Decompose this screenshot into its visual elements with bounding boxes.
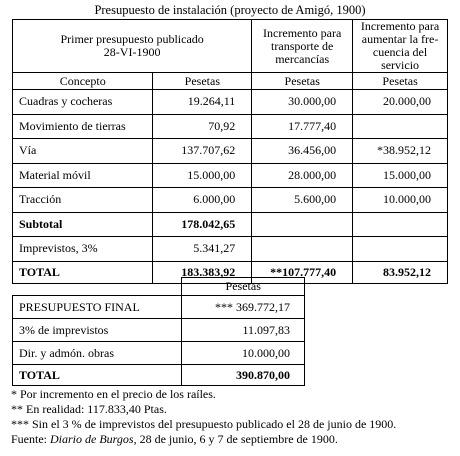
cell-value <box>353 212 448 237</box>
table-row <box>13 342 305 365</box>
cell-concepto: 3% de imprevistos <box>13 319 182 342</box>
header-line: mercancías <box>275 51 330 66</box>
cell-value <box>353 114 448 139</box>
cell-value: 137.707,62 <box>153 139 252 164</box>
header-frequency-increment <box>353 20 448 73</box>
cell-value: 15.000,00 <box>153 163 252 188</box>
cell-value: 5.341,27 <box>153 237 252 262</box>
cell-concepto: PRESUPUESTO FINAL <box>13 296 182 319</box>
cell-concepto: TOTAL <box>13 261 153 283</box>
cell-value: 19.264,11 <box>153 90 252 115</box>
header-row <box>13 20 448 73</box>
cell-value: 10.000,00 <box>182 342 305 365</box>
table-row <box>13 296 305 319</box>
cell-value: 10.000,00 <box>353 188 448 213</box>
cell-value: 183.383,92 <box>153 261 252 283</box>
subheader-pesetas: Pesetas <box>153 73 252 90</box>
cell-concepto: Material móvil <box>13 163 153 188</box>
footnotes <box>11 387 456 447</box>
subheader-concepto: Concepto <box>13 73 153 90</box>
footnote: *** Sin el 3 % de imprevistos del presupuesto publicado el 28 de junio de 1900. <box>11 417 397 431</box>
source-publication: Diario de Burgos <box>50 432 134 446</box>
table-row <box>13 90 448 115</box>
cell-value: 5.600,00 <box>252 188 353 213</box>
cell-concepto: Movimiento de tierras <box>13 114 153 139</box>
source-prefix: Fuente: <box>11 432 50 446</box>
final-budget-table <box>12 277 305 386</box>
cell-value: 390.870,00 <box>182 365 305 386</box>
cell-concepto: Vía <box>13 139 153 164</box>
header-first-budget-date: 28-VI-1900 <box>103 45 161 59</box>
cell-value: 28.000,00 <box>252 163 353 188</box>
cell-concepto: Tracción <box>13 188 153 213</box>
header-line: aumentar la fre- <box>361 32 439 46</box>
cell-value: 17.777,40 <box>252 114 353 139</box>
cell-value: 70,92 <box>153 114 252 139</box>
header-transport-increment <box>252 20 353 73</box>
source-note <box>11 432 456 447</box>
cell-value <box>353 237 448 262</box>
cell-value: 178.042,65 <box>153 212 252 237</box>
footnote: ** En realidad: 117.833,40 Ptas. <box>11 402 167 416</box>
table-row <box>13 114 448 139</box>
header-row <box>13 278 305 296</box>
subtotal-row <box>13 212 448 237</box>
table-row <box>13 139 448 164</box>
cell-value: 15.000,00 <box>353 163 448 188</box>
subheader-pesetas: Pesetas <box>252 73 353 90</box>
cell-value: 30.000,00 <box>252 90 353 115</box>
subheader-pesetas: Pesetas <box>353 73 448 90</box>
cell-value: *38.952,12 <box>353 139 448 164</box>
table-title: Presupuesto de instalación (proyecto de Amigó, 1900) <box>94 3 366 17</box>
header-pesetas: Pesetas <box>182 278 305 296</box>
table-row <box>13 188 448 213</box>
table-row <box>13 163 448 188</box>
footnote: * Por incremento en el precio de los raíles. <box>11 387 216 401</box>
budget-table <box>12 19 448 284</box>
header-line: transporte de <box>271 38 334 53</box>
header-first-budget <box>13 20 252 73</box>
cell-concepto: Subtotal <box>13 212 153 237</box>
cell-value: 36.456,00 <box>252 139 353 164</box>
header-line: cuencia del servicio <box>372 45 428 72</box>
cell-value: 6.000,00 <box>153 188 252 213</box>
table-row <box>13 319 305 342</box>
cell-concepto: TOTAL <box>13 365 182 386</box>
cell-concepto: Cuadras y cocheras <box>13 90 153 115</box>
empty-cell <box>13 278 182 296</box>
header-line: Incremento para <box>263 25 342 40</box>
cell-value: 20.000,00 <box>353 90 448 115</box>
cell-concepto: Dir. y admón. obras <box>13 342 182 365</box>
cell-value: **107.777,40 <box>252 261 353 283</box>
header-first-budget-line: Primer presupuesto publicado <box>60 32 204 46</box>
cell-value <box>252 237 353 262</box>
cell-value <box>252 212 353 237</box>
total-row <box>13 365 305 386</box>
source-suffix: , 28 de junio, 6 y 7 de septiembre de 1900. <box>133 432 338 446</box>
cell-value: *** 369.772,17 <box>182 296 305 319</box>
header-line: Incremento para <box>360 19 440 33</box>
subheader-row <box>13 73 448 90</box>
cell-value: 83.952,12 <box>353 261 448 283</box>
cell-value: 11.097,83 <box>182 319 305 342</box>
table-row <box>13 237 448 262</box>
cell-concepto: Imprevistos, 3% <box>13 237 153 262</box>
